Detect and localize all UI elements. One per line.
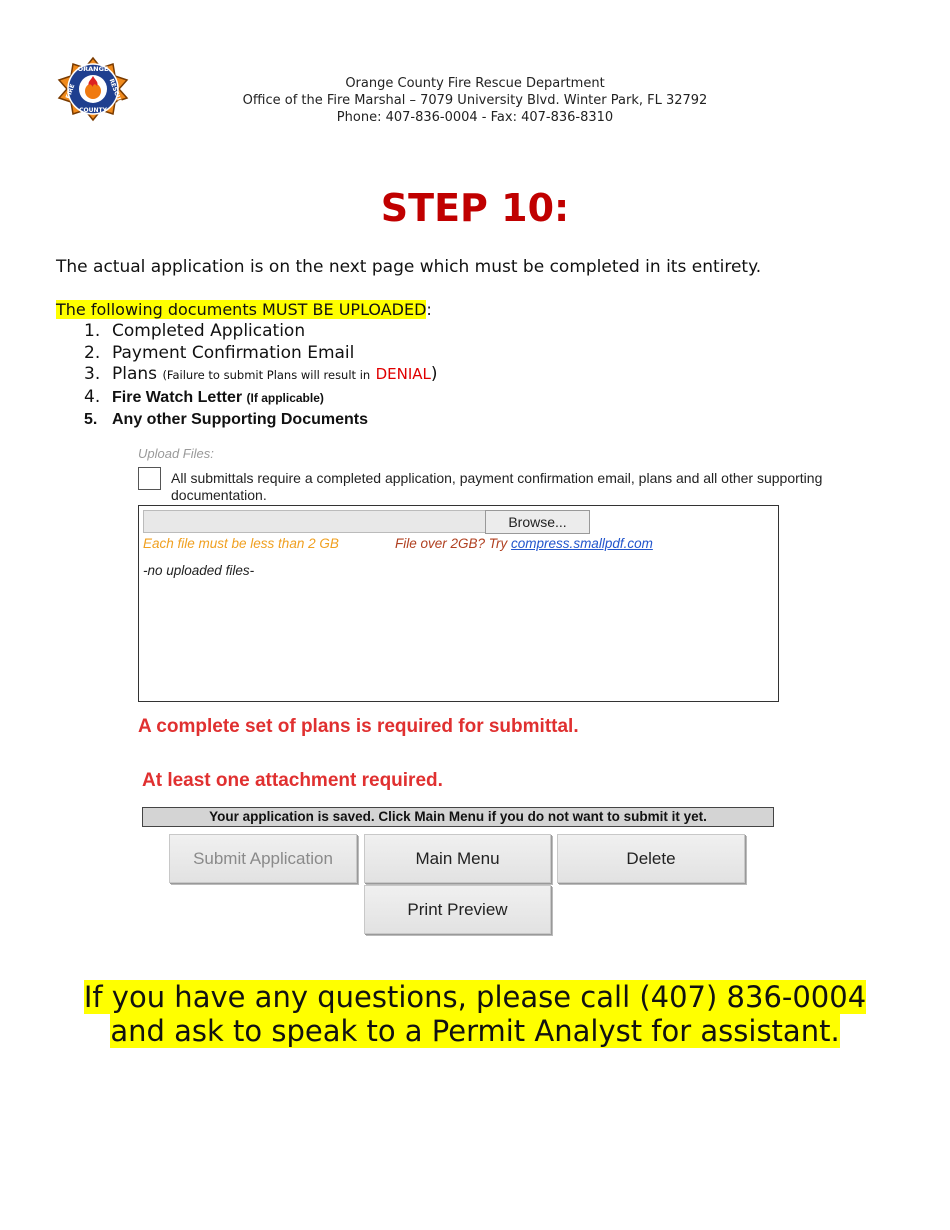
print-preview-button[interactable]: Print Preview xyxy=(364,885,551,934)
file-size-limit: Each file must be less than 2 GB xyxy=(143,536,339,551)
intro-text: The actual application is on the next page which must be completed in its entirety. xyxy=(56,257,762,277)
uploaded-files-status: -no uploaded files- xyxy=(143,563,255,578)
file-path-input[interactable] xyxy=(143,510,486,533)
list-item: 1. Completed Application xyxy=(84,321,306,341)
department-name: Orange County Fire Rescue Department xyxy=(345,76,605,91)
upload-files-label: Upload Files: xyxy=(138,446,214,461)
submit-application-button[interactable]: Submit Application xyxy=(169,834,357,883)
plans-required-error: A complete set of plans is required for submittal. xyxy=(138,716,579,737)
main-menu-button[interactable]: Main Menu xyxy=(364,834,551,883)
list-item: 5. Any other Supporting Documents xyxy=(84,411,368,428)
large-file-hint: File over 2GB? Try compress.smallpdf.com xyxy=(395,536,653,551)
svg-text:COUNTY: COUNTY xyxy=(79,107,107,114)
step-title: STEP 10: xyxy=(380,186,570,230)
svg-text:ORANGE: ORANGE xyxy=(77,65,109,73)
attachment-required-error: At least one attachment required. xyxy=(142,770,443,791)
footer-line-1: If you have any questions, please call (407) 836-0004 xyxy=(83,980,867,1014)
checkbox-label: All submittals require a completed application, payment confirmation email, plans and all other supporting documentation. xyxy=(171,470,823,503)
letterhead xyxy=(0,75,950,126)
upload-box xyxy=(138,505,779,702)
list-item: 4. Fire Watch Letter (If applicable) xyxy=(84,386,324,407)
documents-heading: The following documents MUST BE UPLOADED: xyxy=(56,300,432,319)
office-address: Office of the Fire Marshal – 7079 University Blvd. Winter Park, FL 32792 xyxy=(242,93,708,108)
list-item: 2. Payment Confirmation Email xyxy=(84,342,355,363)
svg-text:FIRE: FIRE xyxy=(64,83,77,100)
browse-button[interactable]: Browse... xyxy=(485,510,590,534)
contact-phone-fax: Phone: 407-836-0004 - Fax: 407-836-8310 xyxy=(336,110,614,125)
required-documents-list xyxy=(84,321,438,431)
documents-heading-highlight: The following documents MUST BE UPLOADED xyxy=(56,300,427,319)
contact-footer xyxy=(0,980,950,1048)
svg-text:RESCUE: RESCUE xyxy=(107,77,124,106)
saved-notice: Your application is saved. Click Main Menu if you do not want to submit it yet. xyxy=(142,807,774,827)
compress-link[interactable]: compress.smallpdf.com xyxy=(511,536,653,551)
list-item: 3. Plans (Failure to submit Plans will result in DENIAL) xyxy=(84,364,438,384)
delete-button[interactable]: Delete xyxy=(557,834,745,883)
denial-warning: DENIAL xyxy=(375,365,431,383)
submittal-checkbox[interactable] xyxy=(138,467,161,490)
footer-line-2: and ask to speak to a Permit Analyst for assistant. xyxy=(110,1014,840,1048)
